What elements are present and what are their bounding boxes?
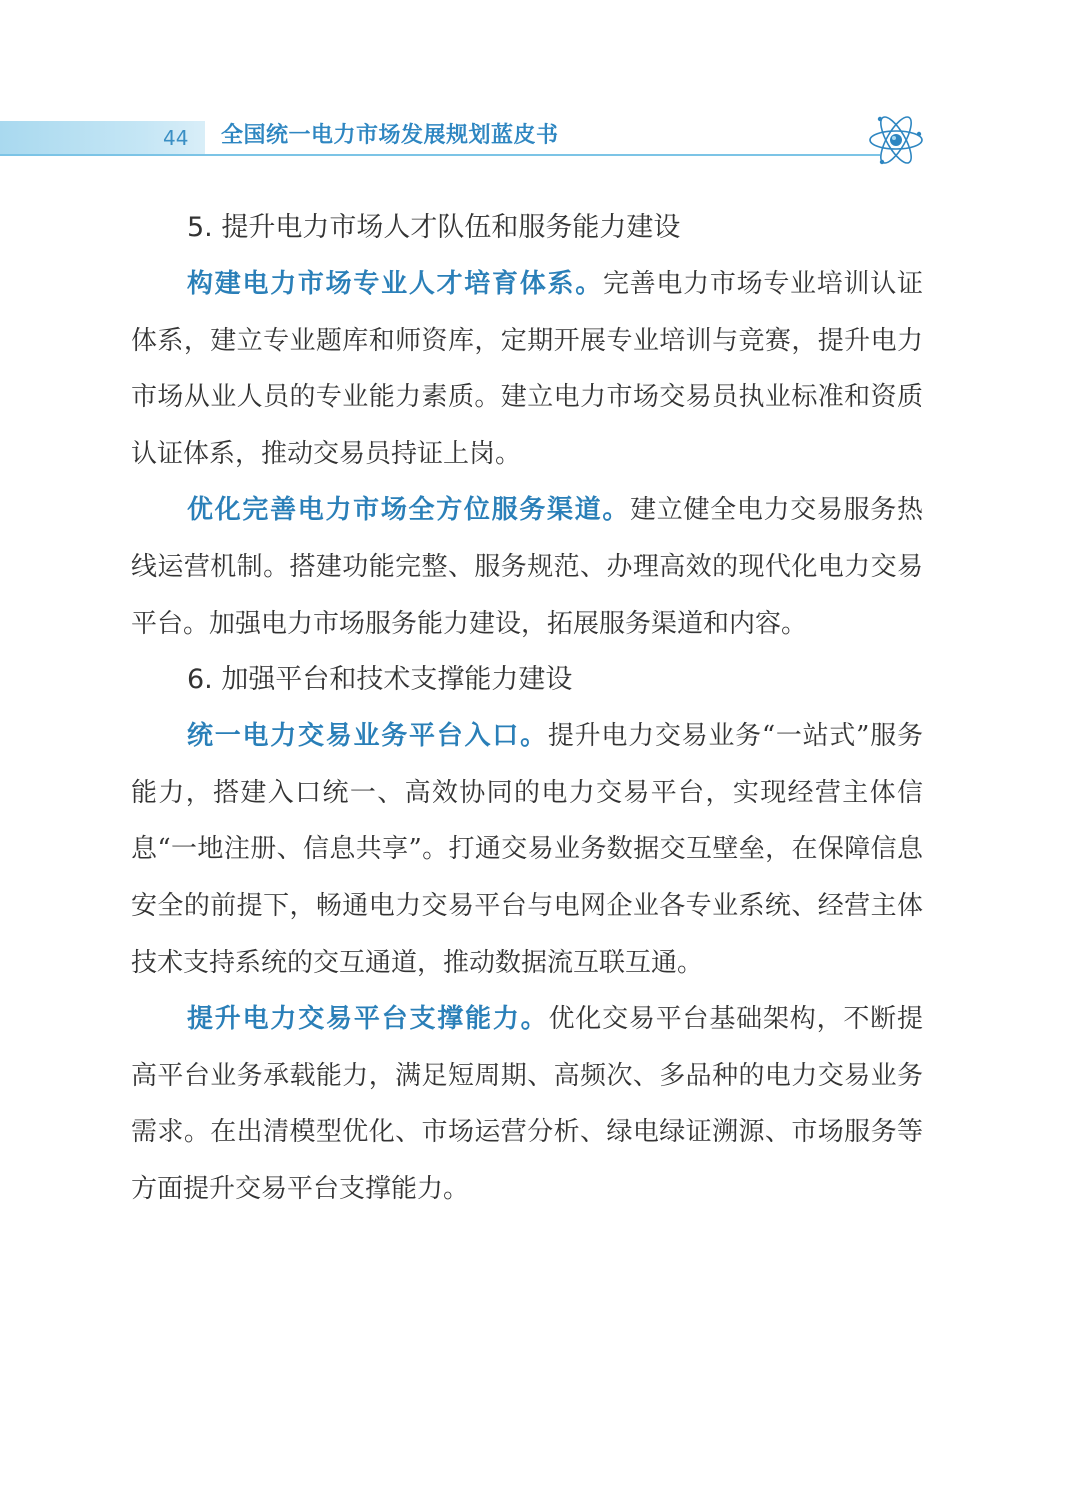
paragraph: [131, 482, 923, 652]
paragraph: [131, 991, 923, 1217]
paragraph-lead: 提升电力交易平台支撑能力。: [187, 1004, 549, 1035]
page-content: [131, 200, 923, 1218]
section-heading: 5. 提升电力市场人才队伍和服务能力建设: [187, 212, 681, 243]
page-number: 44: [163, 126, 189, 150]
paragraph: [131, 708, 923, 991]
paragraph-lead: 优化完善电力市场全方位服务渠道。: [187, 495, 631, 526]
paragraph: [131, 256, 923, 482]
paragraph-text: 提升电力交易业务“一站式”服务能力，搭建入口统一、高效协同的电力交易平台，实现经营主体信息“一地注册、信息共享”。打通交易业务数据交互壁垒，在保障信息安全的前提下，畅通电力交易平台与电网企业各专业系统、经营主体技术支持系统的交互通道，推动数据流互联互通。: [131, 721, 923, 978]
header-rule: [0, 154, 880, 156]
paragraph-lead: 统一电力交易业务平台入口。: [187, 721, 548, 752]
paragraph-text: 完善电力市场专业培训认证体系，建立专业题库和师资库，定期开展专业培训与竞赛，提升电力市场从业人员的专业能力素质。建立电力市场交易员执业标准和资质认证体系，推动交易员持证上岗。: [131, 269, 923, 469]
paragraph-text: 优化交易平台基础架构，不断提高平台业务承载能力，满足短周期、高频次、多品种的电力交易业务需求。在出清模型优化、市场运营分析、绿电绿证溯源、市场服务等方面提升交易平台支撑能力。: [131, 1004, 923, 1204]
book-title: 全国统一电力市场发展规划蓝皮书: [221, 123, 559, 148]
paragraph-lead: 构建电力市场专业人才培育体系。: [187, 269, 603, 299]
section-heading: 6. 加强平台和技术支撑能力建设: [187, 664, 573, 696]
paragraph-text: 建立健全电力交易服务热线运营机制。搭建功能完整、服务规范、办理高效的现代化电力交易平台。加强电力市场服务能力建设，拓展服务渠道和内容。: [131, 495, 923, 639]
atom-icon: [866, 110, 926, 170]
